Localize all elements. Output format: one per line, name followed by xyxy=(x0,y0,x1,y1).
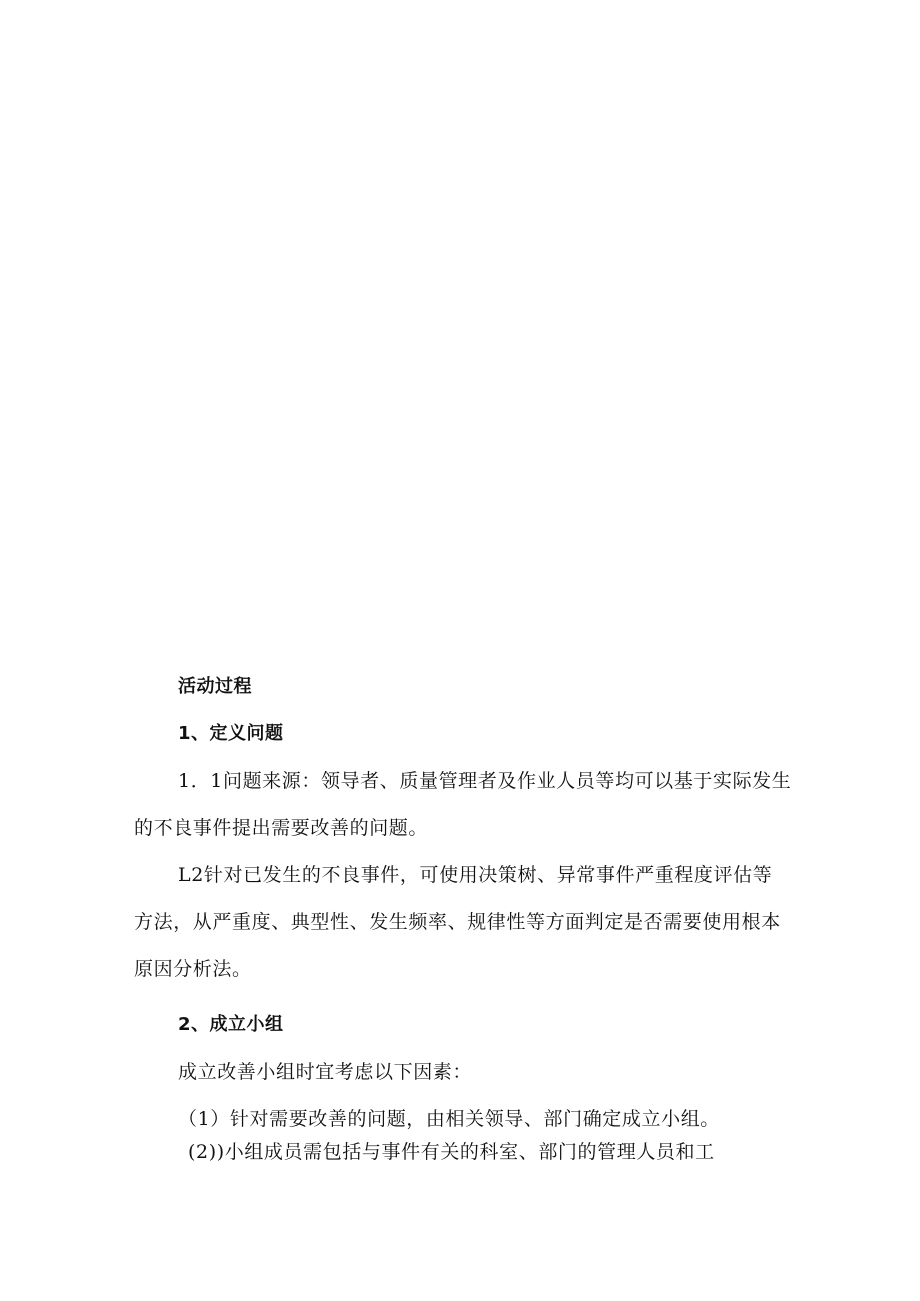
step2-item2: (2))小组成员需包括与事件有关的科室、部门的管理人员和工 xyxy=(188,1141,715,1163)
section-title: 活动过程 xyxy=(178,676,252,697)
step2-item1: （1）针对需要改善的问题，由相关领导、部门确定成立小组。 xyxy=(178,1108,720,1130)
step2-heading: 2、成立小组 xyxy=(178,1014,284,1035)
step1-paragraph1-line1: 1．1问题来源：领导者、质量管理者及作业人员等均可以基于实际发生 xyxy=(178,770,792,792)
step1-paragraph2-line1: L2针对已发生的不良事件，可使用决策树、异常事件严重程度评估等 xyxy=(178,864,773,886)
step1-paragraph1-line2: 的不良事件提出需要改善的问题。 xyxy=(134,817,429,839)
step2-intro: 成立改善小组时宜考虑以下因素： xyxy=(178,1061,473,1083)
step1-paragraph2-line3: 原因分析法。 xyxy=(134,958,252,980)
step1-heading: 1、定义问题 xyxy=(178,723,284,744)
step1-paragraph2-line2: 方法，从严重度、典型性、发生频率、规律性等方面判定是否需要使用根本 xyxy=(134,911,781,933)
